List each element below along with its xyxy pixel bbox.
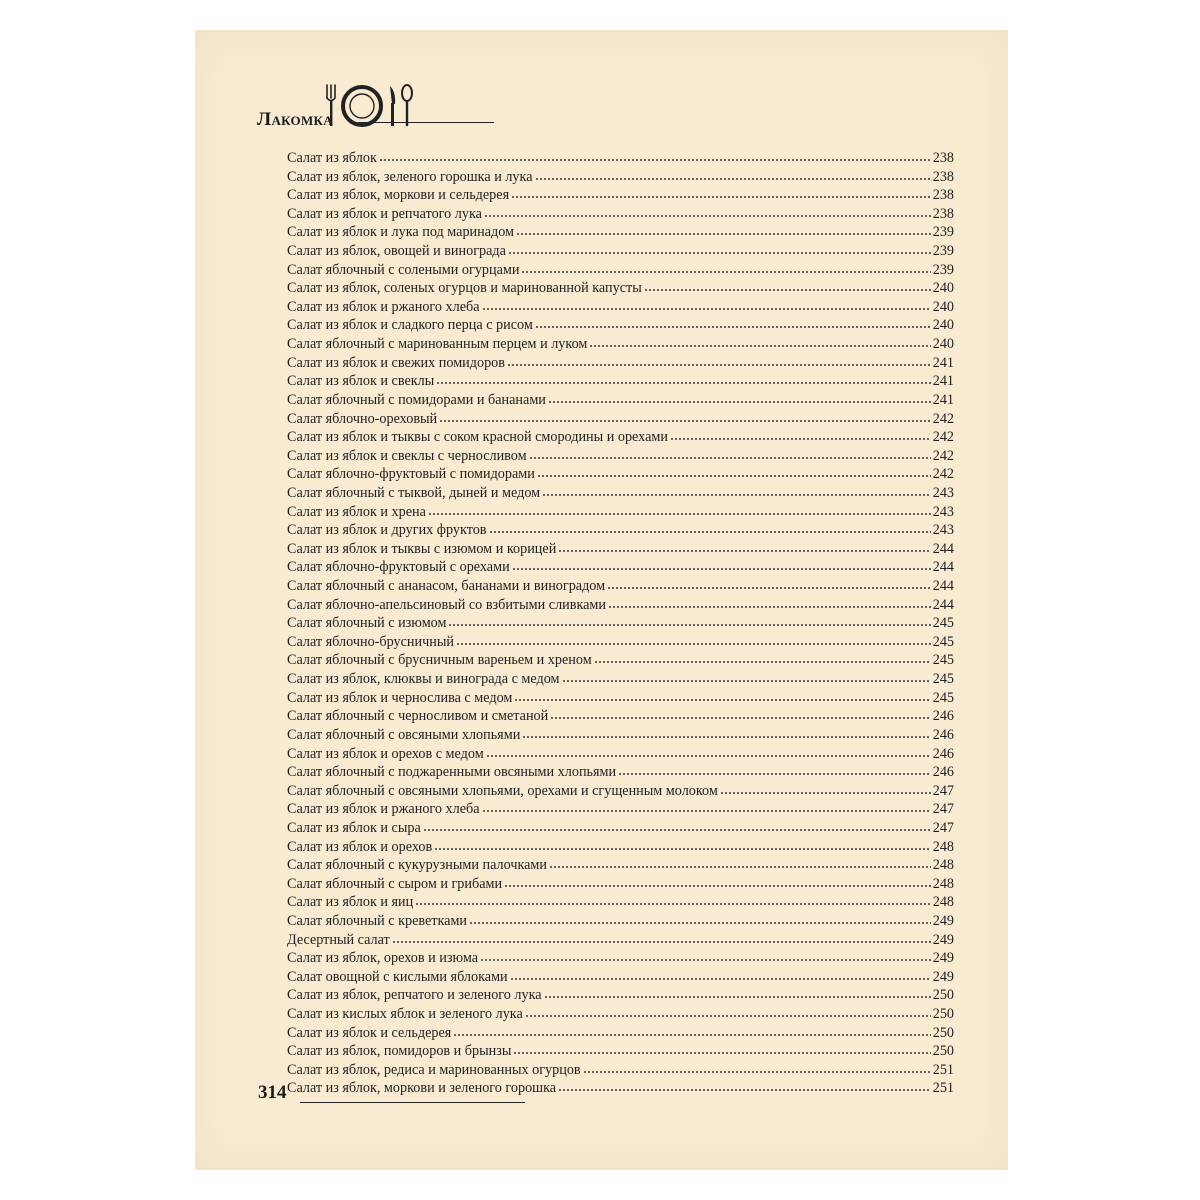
toc-entry-page: 240 (932, 336, 954, 353)
toc-entry (287, 931, 954, 950)
toc-entry-title: Салат яблочный с солеными огурцами (287, 261, 520, 278)
page-number: 314 (258, 1082, 287, 1103)
toc-entry (287, 856, 954, 875)
dot-leader (482, 307, 931, 311)
toc-entry-page: 238 (932, 168, 954, 185)
toc-entry-title: Салат яблочный с маринованным перцем и луком (287, 336, 588, 353)
toc-entry-page: 246 (932, 745, 954, 762)
dot-leader (525, 1014, 931, 1018)
toc-entry-title: Салат из яблок и орехов (287, 838, 433, 855)
toc-entry-page: 240 (932, 317, 954, 334)
dot-leader (480, 958, 931, 962)
toc-entry-title: Салат из яблок и сладкого перца с рисом (287, 317, 533, 334)
toc-entry-page: 244 (932, 559, 954, 576)
toc-entry-title: Салат яблочный с поджаренными овсяными хлопьями (287, 764, 617, 781)
toc-entry-page: 239 (932, 243, 954, 260)
toc-entry (287, 558, 954, 577)
dot-leader (508, 251, 931, 255)
dot-leader (535, 177, 931, 181)
toc-entry (287, 316, 954, 335)
toc-entry-title: Салат яблочно-апельсиновый со взбитыми сливками (287, 596, 606, 613)
toc-entry (287, 838, 954, 857)
toc-entry (287, 428, 954, 447)
toc-entry-title: Салат из яблок и сельдерея (287, 1024, 452, 1041)
dot-leader (469, 921, 931, 925)
dot-leader (720, 791, 931, 795)
dot-leader (379, 158, 931, 162)
toc-entry-title: Салат из яблок и ржаного хлеба (287, 298, 480, 315)
toc-entry-page: 248 (932, 857, 954, 874)
dot-leader (548, 400, 931, 404)
toc-entry-title: Салат из яблок и яиц (287, 894, 414, 911)
toc-entry (287, 1024, 954, 1043)
dot-leader (510, 977, 931, 981)
toc-entry-page: 243 (932, 522, 954, 539)
toc-entry-title: Салат яблочный с овсяными хлопьями (287, 726, 521, 743)
toc-entry-title: Салат яблочный с сыром и грибами (287, 875, 503, 892)
toc-entry-page: 248 (932, 838, 954, 855)
dot-leader (489, 530, 931, 534)
toc-entry-title: Салат из яблок, редиса и маринованных огурцов (287, 1061, 581, 1078)
dot-leader (535, 325, 931, 329)
toc-entry (287, 484, 954, 503)
toc-entry-title: Салат яблочный с помидорами и бананами (287, 391, 546, 408)
toc-entry (287, 279, 954, 298)
toc-entry (287, 242, 954, 261)
toc-entry-title: Салат из яблок, овощей и винограда (287, 243, 506, 260)
toc-entry-title: Салат из яблок, моркови и сельдерея (287, 187, 510, 204)
toc-entry-page: 250 (932, 1043, 954, 1060)
toc-entry-page: 243 (932, 503, 954, 520)
toc-entry (287, 354, 954, 373)
dot-leader (529, 456, 931, 460)
toc-entry-title: Салат из яблок и репчатого лука (287, 205, 482, 222)
toc-entry (287, 503, 954, 522)
toc-entry-page: 244 (932, 596, 954, 613)
toc-entry-title: Салат яблочно-брусничный (287, 633, 454, 650)
header-rule (358, 122, 494, 123)
toc-entry-title: Салат из яблок и других фруктов (287, 522, 487, 539)
toc-entry (287, 893, 954, 912)
toc-entry-page: 251 (932, 1061, 954, 1078)
toc-entry-title: Салат яблочно-ореховый (287, 410, 438, 427)
dot-leader (511, 195, 931, 199)
toc-entry-page: 243 (932, 484, 954, 501)
toc-entry-page: 248 (932, 894, 954, 911)
toc-entry (287, 670, 954, 689)
toc-entry (287, 968, 954, 987)
toc-entry-title: Салат овощной с кислыми яблоками (287, 968, 508, 985)
toc-entry (287, 614, 954, 633)
toc-entry-page: 246 (932, 726, 954, 743)
dot-leader (550, 716, 930, 720)
dot-leader (549, 865, 931, 869)
toc-entry-title: Салат из яблок и чернослива с медом (287, 689, 513, 706)
dot-leader (522, 735, 930, 739)
toc-entry-page: 245 (932, 633, 954, 650)
dot-leader (594, 660, 931, 664)
running-header (257, 82, 507, 132)
toc-entry (287, 819, 954, 838)
dot-leader (589, 344, 930, 348)
toc-entry (287, 168, 954, 187)
toc-entry-page: 242 (932, 447, 954, 464)
dot-leader (583, 1070, 931, 1074)
toc-entry (287, 447, 954, 466)
toc-entry-title: Салат из яблок и орехов с медом (287, 745, 484, 762)
dot-leader (448, 623, 930, 627)
toc-entry (287, 410, 954, 429)
toc-entry-page: 238 (932, 187, 954, 204)
dot-leader (544, 995, 931, 999)
toc-entry-title: Салат из яблок, зеленого горошка и лука (287, 168, 533, 185)
toc-entry (287, 1061, 954, 1080)
toc-entry-title: Салат из яблок и свеклы с черносливом (287, 447, 527, 464)
toc-entry-page: 242 (932, 410, 954, 427)
toc-entry-page: 240 (932, 298, 954, 315)
toc-entry-page: 245 (932, 652, 954, 669)
toc-entry-page: 239 (932, 224, 954, 241)
toc-entry-title: Салат яблочный с черносливом и сметаной (287, 708, 549, 725)
dot-leader (415, 902, 930, 906)
dot-leader (608, 605, 931, 609)
toc-entry-title: Салат из яблок и свежих помидоров (287, 354, 505, 371)
dot-leader (562, 679, 931, 683)
dot-leader (434, 847, 931, 851)
toc-entry-title: Салат яблочный с тыквой, дыней и медом (287, 484, 541, 501)
toc-entry (287, 633, 954, 652)
toc-entry (287, 875, 954, 894)
toc-entry (287, 800, 954, 819)
toc-entry-page: 249 (932, 950, 954, 967)
toc-entry-title: Салат яблочный с кукурузными палочками (287, 857, 548, 874)
book-page (195, 30, 1008, 1170)
dot-leader (670, 437, 931, 441)
toc-entry (287, 949, 954, 968)
toc-entry-title: Салат яблочный с креветками (287, 912, 468, 929)
toc-entry-title: Салат из яблок, соленых огурцов и маринованной капусты (287, 280, 642, 297)
toc-entry (287, 186, 954, 205)
toc-entry-title: Салат из кислых яблок и зеленого лука (287, 1006, 523, 1023)
toc-entry-page: 245 (932, 671, 954, 688)
toc-entry (287, 1042, 954, 1061)
dot-leader (484, 214, 931, 218)
toc-entry-page: 246 (932, 764, 954, 781)
toc-entry-page: 240 (932, 280, 954, 297)
toc-entry-title: Салат яблочный с брусничным вареньем и хреном (287, 652, 592, 669)
toc-entry-title: Салат из яблок, орехов и изюма (287, 950, 479, 967)
toc-entry-page: 249 (932, 931, 954, 948)
dot-leader (607, 586, 931, 590)
toc-entry-page: 247 (932, 801, 954, 818)
toc-entry-page: 242 (932, 466, 954, 483)
toc-entry-page: 242 (932, 429, 954, 446)
dot-leader (542, 493, 931, 497)
toc-entry-title: Салат из яблок и лука под маринадом (287, 224, 515, 241)
dot-leader (423, 828, 931, 832)
dot-leader (558, 1088, 931, 1092)
toc-entry (287, 986, 954, 1005)
toc-entry (287, 372, 954, 391)
toc-entry (287, 782, 954, 801)
dot-leader (618, 772, 931, 776)
toc-entry-page: 238 (932, 205, 954, 222)
toc-entry-title: Салат из яблок, помидоров и брынзы (287, 1043, 512, 1060)
toc-entry (287, 707, 954, 726)
toc-entry-page: 244 (932, 540, 954, 557)
toc-entry-title: Салат яблочно-фруктовый с орехами (287, 559, 510, 576)
toc-entry-page: 251 (932, 1080, 954, 1097)
page-footer (258, 1082, 558, 1112)
footer-rule (300, 1102, 525, 1103)
toc-entry-page: 239 (932, 261, 954, 278)
toc-entry-title: Салат из яблок и хрена (287, 503, 426, 520)
toc-entry (287, 149, 954, 168)
toc-entry (287, 298, 954, 317)
toc-entry (287, 912, 954, 931)
dot-leader (521, 270, 930, 274)
dot-leader (558, 549, 930, 553)
toc-entry (287, 521, 954, 540)
toc-entry-title: Салат из яблок (287, 150, 377, 166)
toc-entry (287, 689, 954, 708)
dot-leader (516, 232, 931, 236)
toc-entry-title: Салат яблочный с овсяными хлопьями, орехами и сгущенным молоком (287, 782, 718, 799)
toc-entry (287, 763, 954, 782)
toc-entry (287, 261, 954, 280)
dot-leader (486, 754, 931, 758)
toc-entry-title: Салат из яблок и тыквы с соком красной смородины и орехами (287, 429, 668, 446)
toc-entry-page: 249 (932, 968, 954, 985)
toc-entry (287, 465, 954, 484)
dot-leader (507, 363, 931, 367)
toc-entry-title: Салат яблочный с ананасом, бананами и виноградом (287, 578, 606, 595)
dot-leader (512, 567, 931, 571)
toc-entry-title: Салат яблочно-фруктовый с помидорами (287, 466, 535, 483)
dot-leader (514, 698, 930, 702)
toc-entry (287, 577, 954, 596)
toc-entry-page: 247 (932, 782, 954, 799)
dot-leader (392, 940, 931, 944)
dot-leader (504, 884, 931, 888)
toc-entry-page: 250 (932, 1006, 954, 1023)
dot-leader (436, 381, 930, 385)
toc-entry-title: Салат из яблок, моркови и зеленого горошка (287, 1080, 557, 1097)
toc-entry (287, 1005, 954, 1024)
toc-entry-page: 241 (932, 354, 954, 371)
table-of-contents (287, 149, 954, 1098)
toc-entry-page: 241 (932, 391, 954, 408)
toc-entry (287, 726, 954, 745)
toc-entry-page: 246 (932, 708, 954, 725)
toc-entry-title: Салат из яблок и сыра (287, 819, 421, 836)
dot-leader (428, 512, 931, 516)
dot-leader (644, 288, 931, 292)
toc-entry-title: Салат из яблок и ржаного хлеба (287, 801, 480, 818)
dot-leader (456, 642, 931, 646)
dot-leader (453, 1033, 930, 1037)
toc-entry-page: 244 (932, 578, 954, 595)
toc-entry-page: 245 (932, 615, 954, 632)
toc-entry-title: Салат из яблок, клюквы и винограда с медом (287, 671, 560, 688)
toc-entry-page: 250 (932, 1024, 954, 1041)
dot-leader (513, 1051, 930, 1055)
toc-entry-page: 241 (932, 373, 954, 390)
toc-entry (287, 540, 954, 559)
toc-entry (287, 205, 954, 224)
toc-entry-title: Салат из яблок и тыквы с изюмом и корицей (287, 540, 557, 557)
toc-entry-page: 250 (932, 987, 954, 1004)
dot-leader (537, 474, 931, 478)
dot-leader (482, 809, 931, 813)
toc-entry-title: Десертный салат (287, 931, 390, 948)
toc-entry-page: 248 (932, 875, 954, 892)
toc-entry-page: 249 (932, 912, 954, 929)
header-title: Лакомка (257, 109, 333, 130)
toc-entry (287, 391, 954, 410)
dot-leader (439, 419, 931, 423)
toc-entry (287, 335, 954, 354)
toc-entry (287, 596, 954, 615)
toc-entry-title: Салат из яблок и свеклы (287, 373, 435, 390)
toc-entry (287, 223, 954, 242)
toc-entry-page: 245 (932, 689, 954, 706)
toc-entry-page: 247 (932, 819, 954, 836)
toc-entry-title: Салат яблочный с изюмом (287, 615, 447, 632)
toc-entry (287, 745, 954, 764)
toc-entry (287, 651, 954, 670)
toc-entry-title: Салат из яблок, репчатого и зеленого лука (287, 987, 542, 1004)
toc-entry-page: 238 (932, 150, 954, 166)
